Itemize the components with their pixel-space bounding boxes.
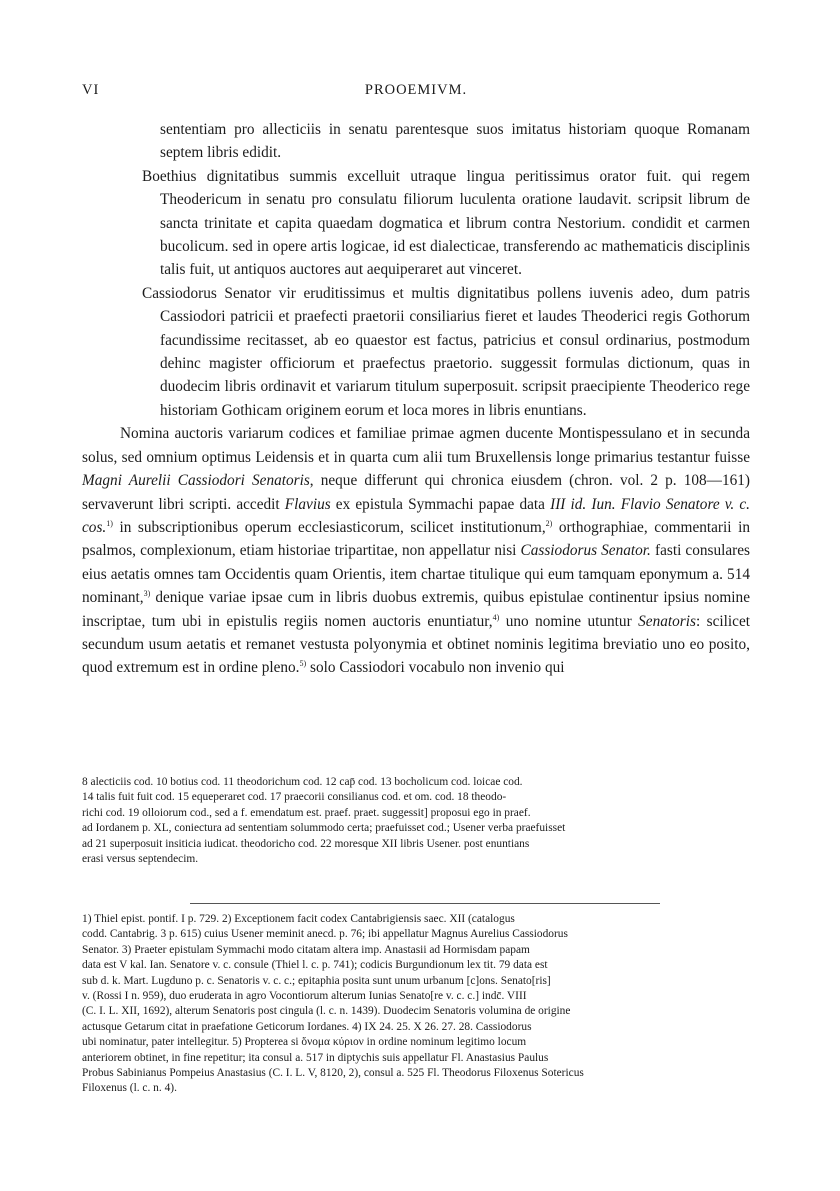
text-run: orthographiae, commentarii in psalmos, complexionum, etiam historiae tripartitae, non appellatur nisi xyxy=(82,518,750,560)
apparatus-line: ad Iordanem p. XL, coniectura ad sententiam solummodo certa; praefuisset cod.; Usener verba praefuisset xyxy=(82,822,566,835)
paragraph-nomina xyxy=(82,422,750,679)
text-run: denique variae ipsae cum in libris duobus extremis, quibus epistulae continentur ipsius nomine inscriptae, tum ubi in epistulis regiis nomen auctoris enuntiatur, xyxy=(82,589,750,630)
text-run: ex epistula Symmachi papae data xyxy=(330,495,551,513)
footnote-ref: 2) xyxy=(545,518,553,528)
footnotes xyxy=(82,912,750,1097)
footnote-line: data est V kal. Ian. Senatore v. c. consule (Thiel l. c. p. 741); codicis Burgundionum lex tit. 79 data est xyxy=(82,959,548,972)
italic-name: Senatoris xyxy=(638,612,696,630)
italic-name: Magni Aurelii Cassiodori Senatoris xyxy=(82,472,310,490)
paragraph-continuation: sententiam pro allecticiis in senatu parentesque suos imitatus historiam quoque Romanam septem libris edidit. xyxy=(160,121,750,162)
paragraph-cassiodorus: Cassiodorus Senator vir eruditissimus et multis dignitatibus pollens iuvenis adeo, dum patris Cassiodori patricii et praefecti praetorii consiliarius fieret et laudes Theoderici regis Gothorum facundissime recitasset, ab eo quaestor est factus, patricius et consul ordinarius, postmodum dehinc magister officiorum et praefectus praetorio. suggessit formulas dictionum, quas in duodecim libris ordinavit et variarum titulum superposuit. scripsit praecipiente Theoderico rege historiam Gothicam originem eorum et loca mores in libris enuntians. xyxy=(142,284,750,419)
paragraph-boethius: Boethius dignitatibus summis excelluit utraque lingua peritissimus orator fuit. qui regem Theodericum in senatu pro consulatu filiorum luculenta oratione laudavit. scripsit librum de sancta trinitate et capita quaedam dogmatica et librum contra Nestorium. condidit et carmen bucolicum. sed in opere artis logicae, id est dialecticae, transferendo ac mathematicis disciplinis talis fuit, ut antiquos auctores aut aequiperaret aut vinceret. xyxy=(142,167,750,279)
italic-date: III id. Iun. Flavio Senatore v. c. cos. xyxy=(82,495,750,536)
apparatus-line: richi cod. 19 olloiorum cod., sed a f. emendatum est. praef. praet. suggessit] proposui ego in praef. xyxy=(82,806,531,819)
page-number: VI xyxy=(82,82,100,98)
apparatus-line: 8 alecticiis cod. 10 botius cod. 11 theodorichum cod. 12 cap̄ cod. 13 bocholicum cod. loicae cod. xyxy=(82,776,523,788)
text-run: , neque differunt qui chronica eiusdem (chron. vol. 2 p. 108—161) servaverunt libri scripti. accedit xyxy=(82,472,750,513)
apparatus-line: 14 talis fuit fuit cod. 15 equeperaret cod. 17 praecorii consilianus cod. et om. cod. 18 theodo- xyxy=(82,791,507,804)
footnote-line: (C. I. L. XII, 1692), alterum Senatoris post cingula (l. c. n. 1439). Duodecim Senatoris volumina de origine xyxy=(82,1005,571,1018)
critical-apparatus xyxy=(82,775,750,867)
footnote-divider xyxy=(190,903,660,904)
text-run: uno nomine utuntur xyxy=(499,612,639,630)
apparatus-line: ad 21 superposuit insiticia iudicat. theodoricho cod. 22 moresque XII libris Usener. post enuntians xyxy=(82,837,530,850)
footnote-line: v. (Rossi I n. 959), duo eruderata in agro Vocontiorum alterum Iunias Senato[re v. c. c.] indc̄. VIII xyxy=(82,990,527,1003)
text-run: fasti consulares eius aetatis omnes tam Occidentis quam Orientis, item chartae titulique qui eum tamquam eponymum a. 514 nominant, xyxy=(82,542,750,607)
italic-name: Flavius xyxy=(284,495,331,513)
text-run: Nomina auctoris variarum codices et familiae primae agmen ducente Montispessulano et in secunda solus, sed omnium optimus Leidensis et in quarta cum alii tum Bruxellensis longe primarius testantur fuisse xyxy=(82,425,750,466)
apparatus-line: erasi versus septendecim. xyxy=(82,853,199,866)
footnote-line: anteriorem obtinet, in fine repetitur; ita consul a. 517 in diptychis suis appellatur Fl. Anastasius Paulus xyxy=(82,1051,549,1064)
text-run: : scilicet secundum usum aetatis et remanet vestusta polyonymia et obtinet nominis legitima breviatio uno eo posito, quod extremum est in ordine pleno. xyxy=(82,612,750,677)
footnote-line: actusque Getarum citat in praefatione Geticorum Iordanes. 4) IX 24. 25. X 26. 27. 28. Cassiodorus xyxy=(82,1020,532,1033)
text-run: in subscriptionibus operum ecclesiasticorum, scilicet institutionum, xyxy=(112,518,546,536)
footnote-line: codd. Cantabrig. 3 p. 615) cuius Usener meminit anecd. p. 76; ibi appellatur Magnus Aurelius Cassiodorus xyxy=(82,928,568,941)
text-run: solo Cassiodori vocabulo non invenio qui xyxy=(306,659,565,677)
main-text xyxy=(82,118,750,680)
running-title: PROOEMIVM. xyxy=(364,82,468,98)
footnote-ref: 5) xyxy=(299,659,307,669)
footnote-line: 1) Thiel epist. pontif. I p. 729. 2) Exceptionem facit codex Cantabrigiensis saec. XII (catalogus xyxy=(82,913,515,925)
footnote-ref: 1) xyxy=(106,518,113,528)
footnote-line: Senator. 3) Praeter epistulam Symmachi modo citatam altera imp. Anastasii ad Hormisdam papam xyxy=(82,943,530,956)
italic-name: Cassiodorus Senator. xyxy=(520,542,651,560)
footnote-line: Filoxenus (l. c. n. 4). xyxy=(82,1082,177,1095)
footnote-ref: 3) xyxy=(143,589,151,599)
footnote-ref: 4) xyxy=(492,612,500,622)
footnote-line: Probus Sabinianus Pompeius Anastasius (C. I. L. V, 8120, 2), consul a. 525 Fl. Theodorus Filoxenus Sotericus xyxy=(82,1067,584,1080)
running-header xyxy=(82,82,750,102)
footnote-line: ubi nominatur, pater intellegitur. 5) Propterea si ὄνομα κύριον in ordine nominum legitimo locum xyxy=(82,1036,527,1049)
footnote-line: sub d. k. Mart. Lugduno p. c. Senatoris v. c. c.; epitaphia posita sunt unum urbanum [c]ons. Senato[ris] xyxy=(82,974,551,987)
